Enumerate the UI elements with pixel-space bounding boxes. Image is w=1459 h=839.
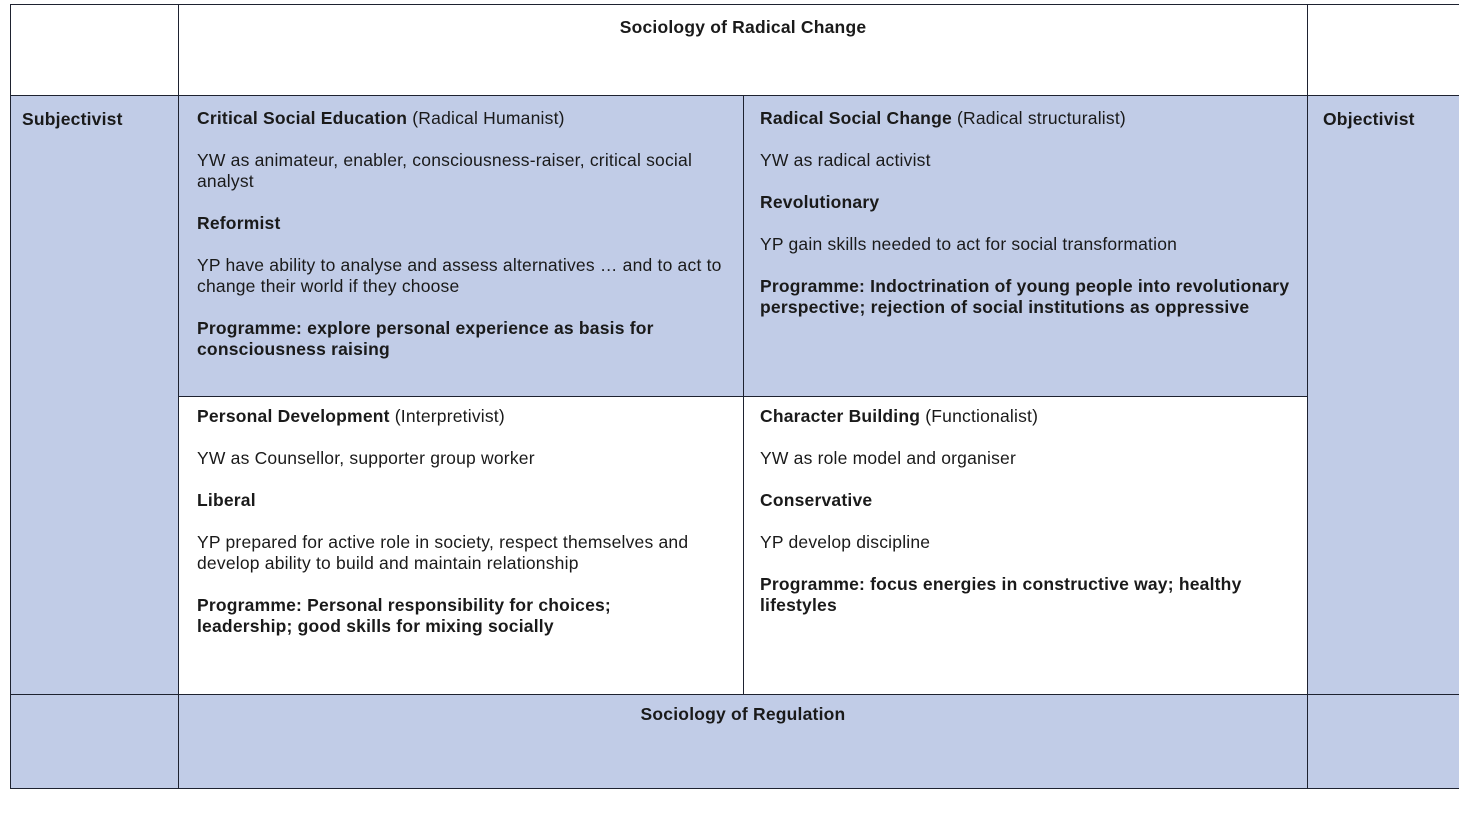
quadrant-orientation: Revolutionary	[760, 192, 880, 212]
corner-cell-top-right	[1307, 4, 1459, 95]
right-label: Objectivist	[1307, 95, 1459, 694]
quadrant-interpretivist	[178, 396, 743, 694]
quadrant-outcome: YP develop discipline	[760, 532, 931, 552]
corner-cell-bottom-left	[10, 694, 178, 789]
quadrant-title: Radical Social Change	[760, 108, 952, 128]
quadrant-outcome: YP gain skills needed to act for social transformation	[760, 234, 1178, 254]
quadrant-functionalist	[743, 396, 1307, 694]
corner-cell-top-left	[10, 4, 178, 95]
quadrant-programme: Programme: Indoctrination of young people into revolutionary perspective; rejection of social institutions as oppressive	[760, 276, 1290, 317]
quadrant-programme: Programme: focus energies in constructive way; healthy lifestyles	[760, 574, 1242, 615]
quadrant-outcome: YP prepared for active role in society, respect themselves and develop ability to build and maintain relationship	[197, 532, 689, 573]
quadrant-role: YW as animateur, enabler, consciousness-raiser, critical social analyst	[197, 150, 693, 191]
quadrant-outcome: YP have ability to analyse and assess alternatives … and to act to change their world if they choose	[197, 255, 722, 296]
quadrant-title: Personal Development	[197, 406, 390, 426]
quadrant-orientation: Reformist	[197, 213, 281, 233]
corner-cell-bottom-right	[1307, 694, 1459, 789]
quadrant-title: Critical Social Education	[197, 108, 408, 128]
top-header: Sociology of Radical Change	[178, 4, 1307, 95]
quadrant-orientation: Conservative	[760, 490, 873, 510]
quadrant-title: Character Building	[760, 406, 921, 426]
quadrant-radical-structuralist	[743, 95, 1307, 396]
quadrant-paradigm: (Radical Humanist)	[412, 108, 565, 128]
quadrant-orientation: Liberal	[197, 490, 256, 510]
quadrant-programme: Programme: explore personal experience as basis for consciousness raising	[197, 318, 654, 359]
quadrant-programme: Programme: Personal responsibility for choices; leadership; good skills for mixing socially	[197, 595, 611, 636]
left-label: Subjectivist	[10, 95, 178, 694]
quadrant-paradigm: (Functionalist)	[925, 406, 1039, 426]
quadrant-role: YW as Counsellor, supporter group worker	[197, 448, 535, 468]
quadrant-role: YW as role model and organiser	[760, 448, 1016, 468]
quadrant-paradigm: (Interpretivist)	[394, 406, 505, 426]
bottom-header: Sociology of Regulation	[178, 694, 1307, 789]
quadrant-paradigm: (Radical structuralist)	[956, 108, 1126, 128]
quadrant-radical-humanist	[178, 95, 743, 396]
quadrant-role: YW as radical activist	[760, 150, 931, 170]
